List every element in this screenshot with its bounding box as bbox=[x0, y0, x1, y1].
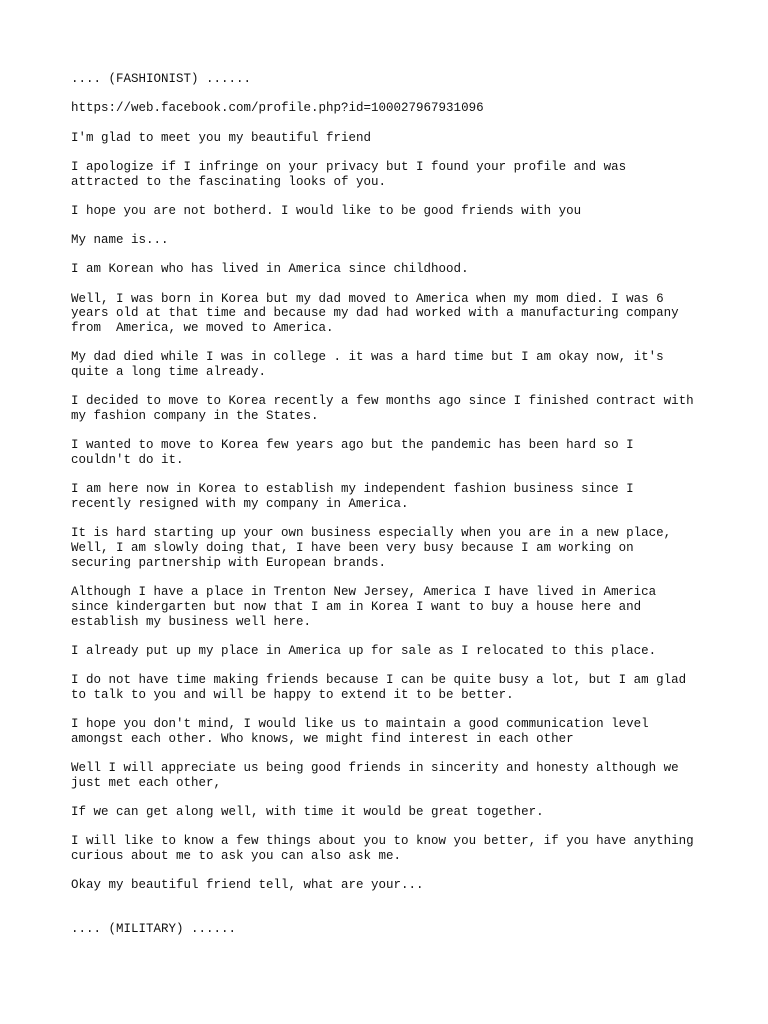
letter-paragraph bbox=[71, 233, 711, 248]
paragraph-line: just met each other, bbox=[71, 775, 222, 790]
paragraph-line: Well, I am slowly doing that, I have been very busy because I am working on bbox=[71, 541, 634, 556]
paragraph-line: I am here now in Korea to establish my independent fashion business since I bbox=[71, 482, 634, 497]
letter-paragraph bbox=[71, 438, 711, 467]
letter-paragraph bbox=[71, 805, 711, 820]
paragraph-line: Okay my beautiful friend tell, what are your... bbox=[71, 878, 424, 893]
paragraph-line: I am Korean who has lived in America since childhood. bbox=[71, 262, 469, 277]
profile-url: https://web.facebook.com/profile.php?id=100027967931096 bbox=[71, 101, 484, 116]
paragraph-line: It is hard starting up your own business especially when you are in a new place, bbox=[71, 526, 672, 541]
paragraph-line: I decided to move to Korea recently a few months ago since I finished contract with bbox=[71, 394, 694, 409]
letter-paragraph bbox=[71, 526, 711, 570]
paragraph-line: I hope you are not botherd. I would like to be good friends with you bbox=[71, 203, 582, 218]
letter-paragraph bbox=[71, 878, 711, 893]
letter-paragraph bbox=[71, 834, 711, 863]
paragraph-line: Well, I was born in Korea but my dad moved to America when my mom died. I was 6 bbox=[71, 291, 664, 306]
paragraph-line: attracted to the fascinating looks of you. bbox=[71, 174, 387, 189]
letter-paragraph bbox=[71, 262, 711, 277]
letter-paragraph bbox=[71, 160, 711, 189]
paragraph-line: curious about me to ask you can also ask me. bbox=[71, 849, 402, 864]
paragraph-line: to talk to you and will be happy to extend it to be better. bbox=[71, 687, 514, 702]
paragraph-line: I do not have time making friends because I can be quite busy a lot, but I am glad bbox=[71, 673, 687, 688]
paragraph-line: from America, we moved to America. bbox=[71, 321, 334, 336]
paragraph-line: Although I have a place in Trenton New Jersey, America I have lived in America bbox=[71, 585, 657, 600]
letter-paragraph bbox=[71, 394, 711, 423]
paragraph-line: my fashion company in the States. bbox=[71, 409, 319, 424]
paragraph-line: Well I will appreciate us being good friends in sincerity and honesty although we bbox=[71, 761, 679, 776]
section-header-fashionist: .... (FASHIONIST) ...... bbox=[71, 72, 252, 86]
document-page bbox=[71, 72, 711, 952]
letter-paragraph bbox=[71, 131, 711, 146]
letter-paragraph bbox=[71, 717, 711, 746]
paragraph-line: I already put up my place in America up for sale as I relocated to this place. bbox=[71, 643, 657, 658]
letter-paragraph bbox=[71, 644, 711, 659]
paragraph-line: establish my business well here. bbox=[71, 614, 312, 629]
paragraph-line: since kindergarten but now that I am in Korea I want to buy a house here and bbox=[71, 599, 642, 614]
paragraph-line: My dad died while I was in college . it was a hard time but I am okay now, it's bbox=[71, 350, 664, 365]
letter-body bbox=[71, 131, 711, 894]
letter-paragraph bbox=[71, 585, 711, 629]
paragraph-line: years old at that time and because my dad had worked with a manufacturing company bbox=[71, 306, 679, 321]
letter-paragraph bbox=[71, 350, 711, 379]
paragraph-line: My name is... bbox=[71, 233, 169, 248]
letter-paragraph bbox=[71, 761, 711, 790]
paragraph-line: securing partnership with European brands. bbox=[71, 555, 387, 570]
paragraph-line: recently resigned with my company in America. bbox=[71, 497, 409, 512]
paragraph-line: If we can get along well, with time it would be great together. bbox=[71, 805, 544, 820]
paragraph-line: I'm glad to meet you my beautiful friend bbox=[71, 130, 372, 145]
paragraph-line: I will like to know a few things about you to know you better, if you have anything bbox=[71, 834, 694, 849]
section-header-military: .... (MILITARY) ...... bbox=[71, 922, 237, 937]
paragraph-line: I apologize if I infringe on your privacy but I found your profile and was bbox=[71, 159, 627, 174]
letter-paragraph bbox=[71, 204, 711, 219]
paragraph-line: couldn't do it. bbox=[71, 453, 184, 468]
paragraph-line: quite a long time already. bbox=[71, 365, 267, 380]
letter-paragraph bbox=[71, 482, 711, 511]
letter-paragraph bbox=[71, 292, 711, 336]
letter-paragraph bbox=[71, 673, 711, 702]
paragraph-line: I hope you don't mind, I would like us to maintain a good communication level bbox=[71, 717, 649, 732]
paragraph-line: amongst each other. Who knows, we might find interest in each other bbox=[71, 731, 574, 746]
paragraph-line: I wanted to move to Korea few years ago but the pandemic has been hard so I bbox=[71, 438, 634, 453]
spacer bbox=[71, 908, 711, 923]
